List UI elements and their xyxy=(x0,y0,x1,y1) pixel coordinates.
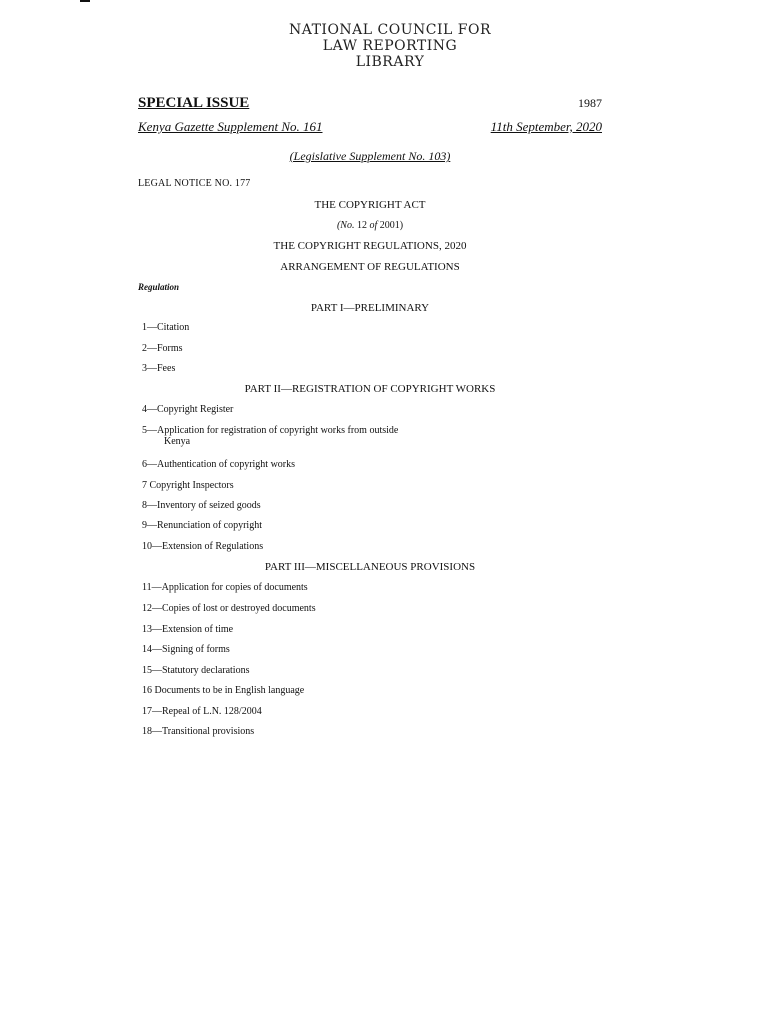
scan-corner-mark xyxy=(80,0,90,2)
page-number: 1987 xyxy=(578,96,602,110)
part-3-heading: PART III—MISCELLANEOUS PROVISIONS xyxy=(264,561,476,573)
stamp-line-1: NATIONAL COUNCIL FOR xyxy=(288,22,491,38)
list-item xyxy=(142,425,398,447)
list-item: 1—Citation xyxy=(142,322,190,333)
list-item: 16 Documents to be in English language xyxy=(142,685,305,696)
list-item: 10—Extension of Regulations xyxy=(142,541,264,552)
act-number-value: 12 xyxy=(354,220,370,231)
arrangement-heading: ARRANGEMENT OF REGULATIONS xyxy=(280,261,460,273)
list-item: 7 Copyright Inspectors xyxy=(142,480,234,491)
stamp-line-3: LIBRARY xyxy=(355,54,425,70)
legislative-supplement xyxy=(0,149,740,164)
act-number-of: of xyxy=(369,220,378,231)
special-issue-heading: SPECIAL ISSUE xyxy=(138,95,250,111)
list-item: 18—Transitional provisions xyxy=(142,726,255,737)
part-1-heading: PART I—PRELIMINARY xyxy=(310,302,430,314)
stamp-line-2: LAW REPORTING xyxy=(322,38,458,54)
part-2-heading: PART II—REGISTRATION OF COPYRIGHT WORKS xyxy=(244,383,496,395)
list-item: 11—Application for copies of documents xyxy=(142,582,308,593)
list-item-continuation: Kenya xyxy=(164,436,191,447)
library-stamp xyxy=(270,22,510,70)
gazette-supplement: Kenya Gazette Supplement No. 161 xyxy=(138,119,323,134)
regulation-column-label: Regulation xyxy=(138,282,180,292)
list-item: 17—Repeal of L.N. 128/2004 xyxy=(142,706,262,717)
legislative-supplement-text: (Legislative Supplement No. 103) xyxy=(289,149,451,163)
list-item: 13—Extension of time xyxy=(142,624,234,635)
act-title: THE COPYRIGHT ACT xyxy=(314,199,426,211)
list-item: 9—Renunciation of copyright xyxy=(142,520,262,531)
list-item: 3—Fees xyxy=(142,363,176,374)
act-number xyxy=(0,220,740,231)
list-item: 4—Copyright Register xyxy=(142,404,234,415)
list-item: 2—Forms xyxy=(142,343,183,354)
list-item: 12—Copies of lost or destroyed documents xyxy=(142,603,316,614)
gazette-date: 11th September, 2020 xyxy=(490,119,602,134)
act-number-year: 2001) xyxy=(377,220,404,231)
regulations-title: THE COPYRIGHT REGULATIONS, 2020 xyxy=(273,240,467,252)
list-item-text: 5—Application for registration of copyright works from outside xyxy=(142,425,399,436)
list-item: 8—Inventory of seized goods xyxy=(142,500,261,511)
act-number-prefix: (No. xyxy=(336,220,355,231)
list-item: 6—Authentication of copyright works xyxy=(142,459,296,470)
list-item: 14—Signing of forms xyxy=(142,644,230,655)
list-item: 15—Statutory declarations xyxy=(142,665,250,676)
legal-notice-number: LEGAL NOTICE NO. 177 xyxy=(138,178,251,189)
